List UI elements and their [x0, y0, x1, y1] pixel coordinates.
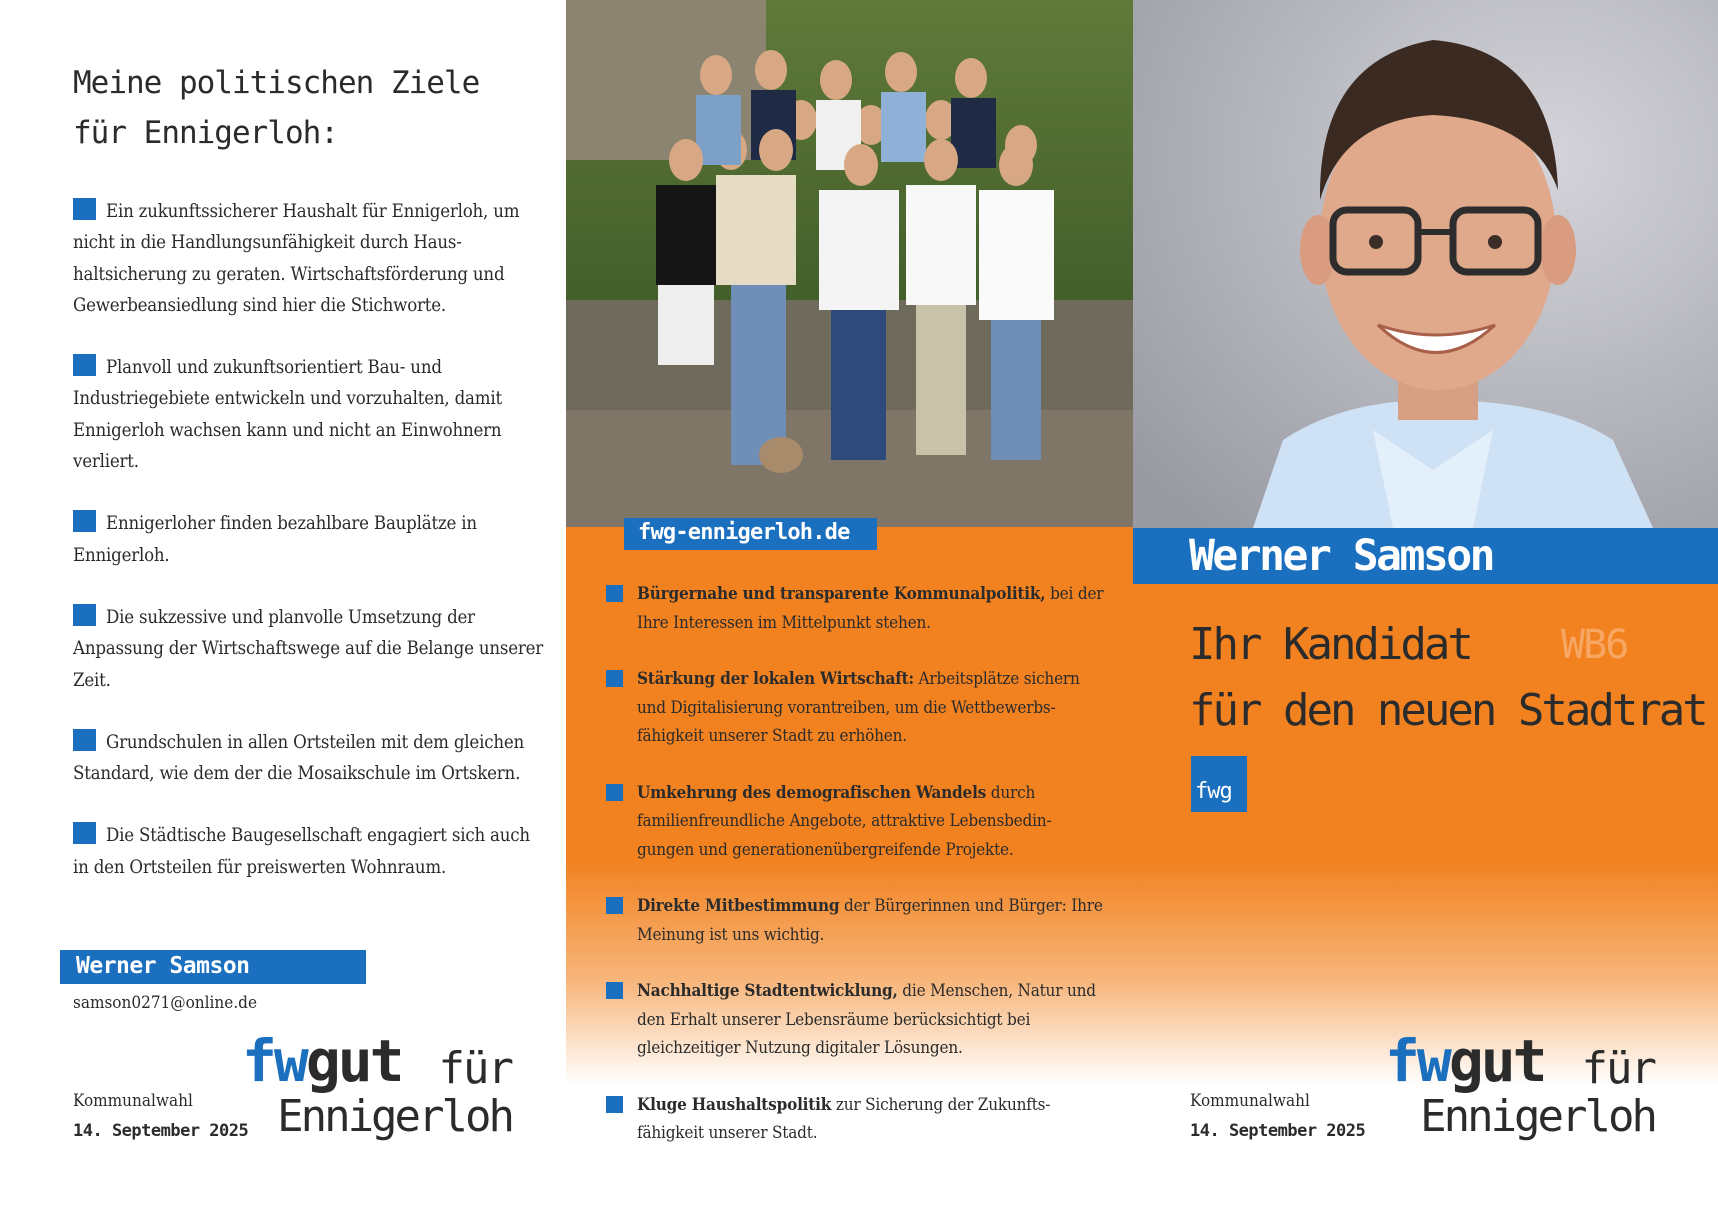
- website-url-bar[interactable]: [624, 518, 877, 550]
- bullet-square-icon: [73, 822, 96, 844]
- goals-list: [73, 196, 543, 914]
- program-point: [606, 779, 1106, 865]
- election-date: 14. September 2025: [1190, 1121, 1366, 1141]
- fwgut-logo: [242, 1027, 512, 1148]
- program-point-title: Nachhaltige Stadtentwicklung,: [637, 981, 898, 1001]
- program-point-title: Direkte Mitbestimmung: [637, 896, 840, 916]
- program-point-title: Kluge Haushaltspolitik: [637, 1094, 832, 1115]
- bullet-square-icon: [73, 729, 96, 751]
- goal-text: Ein zukunftssicherer Haushalt für Ennigerloh, um nicht in die Handlungsunfähigkeit durch Haus-haltsicherung zu geraten. Wirtschaftsförderung und Gewerbeansiedlung sind hier die Stichworte.: [73, 201, 520, 316]
- left-panel: [0, 0, 566, 1224]
- candidate-name-banner: [1133, 528, 1718, 584]
- logo-place: Ennigerloh: [277, 1091, 512, 1142]
- program-point: [606, 580, 1106, 637]
- bullet-square-icon: [73, 510, 96, 532]
- logo-place: Ennigerloh: [1420, 1091, 1655, 1142]
- goal-item: [73, 352, 543, 477]
- bullet-square-icon: [606, 982, 623, 999]
- goals-heading: [73, 58, 479, 158]
- program-point-text: die Menschen, Natur und den Erhalt unserer Lebensräume berücksichtigt bei gleichzeitiger Nutzung digitaler Lösungen.: [637, 981, 1096, 1058]
- logo-wordmark: fwgut: [1385, 1027, 1545, 1095]
- candidate-title-line-2: für den neuen Stadtrat: [1189, 685, 1706, 736]
- contact-email[interactable]: samson0271@online.de: [73, 993, 258, 1013]
- program-point-text: Arbeitsplätze sichern und Digitalisierung vorantreiben, um die Wettbewerbs-fähigkeit unserer Stadt zu erhöhen.: [637, 669, 1080, 746]
- bullet-square-icon: [606, 585, 623, 602]
- candidate-portrait: [1133, 0, 1718, 528]
- goal-text: Die sukzessive und planvolle Umsetzung der Anpassung der Wirtschaftswege auf die Belange unserer Zeit.: [73, 606, 544, 691]
- goal-item: [73, 602, 543, 696]
- program-points-list: [606, 580, 1106, 1176]
- program-point: [606, 665, 1106, 751]
- logo-fuer: für: [1581, 1043, 1655, 1094]
- candidate-name: Werner Samson: [1189, 531, 1494, 581]
- logo-fuer: für: [438, 1043, 512, 1094]
- program-point-text: zur Sicherung der Zukunfts-fähigkeit unserer Stadt.: [637, 1094, 1051, 1143]
- goal-text: Planvoll und zukunftsorientiert Bau- und Industriegebiete entwickeln und vorzuhalten, damit Ennigerloh wachsen kann und nicht an Einwohnern verliert.: [73, 357, 502, 473]
- program-point-title: Stärkung der lokalen Wirtschaft:: [637, 669, 914, 689]
- district-label: WB6: [1561, 622, 1628, 668]
- right-panel: [1133, 0, 1718, 1224]
- bullet-square-icon: [606, 897, 623, 914]
- fwgut-logo: [1385, 1027, 1655, 1148]
- program-point: [606, 977, 1106, 1063]
- program-point-text: durch familienfreundliche Angebote, attraktive Lebensbedin-gungen und generationenübergreifende Projekte.: [637, 782, 1052, 860]
- candidate-title-line-1: Ihr Kandidat: [1189, 619, 1471, 670]
- program-point-title: Bürgernahe und transparente Kommunalpolitik,: [637, 584, 1046, 604]
- team-group-photo: [566, 0, 1133, 527]
- goals-heading-line-2: für Ennigerloh:: [73, 115, 338, 151]
- fwg-badge-text: fwg: [1195, 779, 1232, 804]
- middle-panel: [566, 0, 1133, 1224]
- candidate-title: [1189, 612, 1706, 744]
- goal-text: Ennigerloher finden bezahlbare Bauplätze in Ennigerloh.: [73, 513, 477, 566]
- goals-heading-line-1: Meine politischen Ziele: [73, 65, 480, 101]
- goal-item: [73, 820, 543, 883]
- bullet-square-icon: [606, 1096, 623, 1113]
- bullet-square-icon: [73, 604, 96, 626]
- goal-text: Grundschulen in allen Ortsteilen mit dem gleichen Standard, wie dem der die Mosaikschule im Ortskern.: [73, 731, 525, 785]
- logo-wordmark: fwgut: [242, 1027, 402, 1095]
- bullet-square-icon: [73, 198, 96, 220]
- fwg-logo-badge: [1191, 756, 1247, 812]
- goal-item: [73, 508, 543, 571]
- program-point-text: der Bürgerinnen und Bürger: Ihre Meinung ist uns wichtig.: [637, 896, 1103, 945]
- bullet-square-icon: [73, 354, 96, 376]
- election-date: 14. September 2025: [73, 1121, 249, 1141]
- candidate-name: Werner Samson: [76, 953, 250, 979]
- program-point-title: Umkehrung des demografischen Wandels: [637, 782, 987, 803]
- website-url[interactable]: fwg-ennigerloh.de: [638, 520, 850, 545]
- candidate-name-bar: [60, 950, 366, 984]
- bullet-square-icon: [606, 670, 623, 687]
- election-label: Kommunalwahl: [1190, 1091, 1310, 1111]
- goal-item: [73, 196, 543, 321]
- goal-text: Die Städtische Baugesellschaft engagiert sich auch in den Ortsteilen für preiswerten Wohnraum.: [73, 825, 530, 878]
- program-point-text: bei der Ihre Interessen im Mittelpunkt stehen.: [637, 584, 1104, 633]
- program-point: [606, 1091, 1106, 1148]
- bullet-square-icon: [606, 784, 623, 801]
- goal-item: [73, 727, 543, 790]
- program-point: [606, 892, 1106, 949]
- election-label: Kommunalwahl: [73, 1091, 193, 1111]
